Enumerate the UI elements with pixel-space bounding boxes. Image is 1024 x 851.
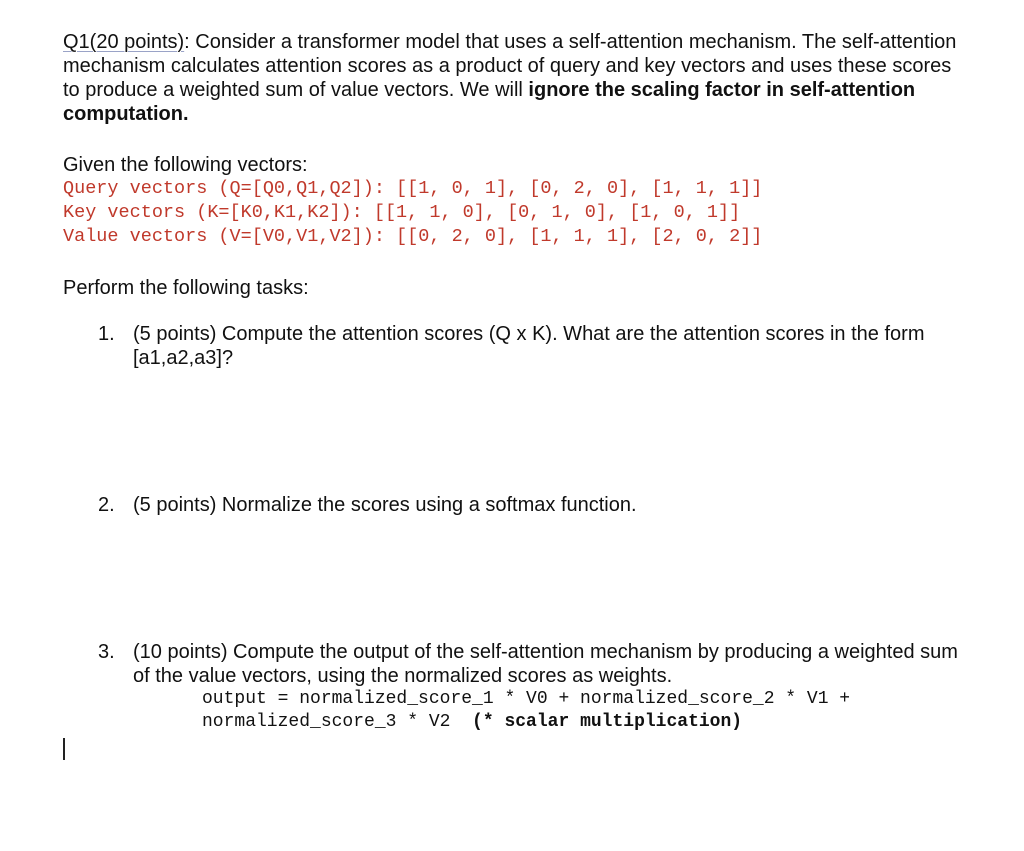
value-vectors-line: Value vectors (V=[V0,V1,V2]): [[0, 2, 0], [1, 1, 1], [2, 0, 2]] xyxy=(63,226,763,247)
query-vectors-line: Query vectors (Q=[Q0,Q1,Q2]): [[1, 0, 1], [0, 2, 0], [1, 1, 1]] xyxy=(63,178,763,199)
question-intro-bold: ignore the scaling factor in self-attention computation. xyxy=(63,79,916,125)
question-label: Q1(20 points) xyxy=(63,31,185,53)
given-heading: Given the following vectors: xyxy=(63,154,308,176)
key-vectors-line: Key vectors (K=[K0,K1,K2]): [[1, 1, 0], [0, 1, 0], [1, 0, 1]] xyxy=(63,202,741,223)
task-1-number: 1. xyxy=(98,323,115,345)
task-3 xyxy=(98,640,968,734)
task-2-number: 2. xyxy=(98,494,115,516)
task-3-text: (10 points) Compute the output of the self-attention mechanism by producing a weighted sum of the value vectors, using the normalized scores as weights. xyxy=(133,641,958,687)
task-1 xyxy=(98,322,928,370)
formula-line-2 xyxy=(202,711,968,734)
text-cursor xyxy=(63,738,65,760)
perform-heading: Perform the following tasks: xyxy=(63,277,309,299)
question-intro-text: : Consider a transformer model that uses a self-attention mechanism. The self-attention mechanism calculates attention scores as a product of query and key vectors and uses these scores to produce a weighted sum of value vectors. We will xyxy=(63,31,957,101)
formula-line-1: output = normalized_score_1 * V0 + normalized_score_2 * V1 + xyxy=(202,689,851,709)
question-intro xyxy=(63,30,963,126)
task-1-text: (5 points) Compute the attention scores (Q x K). What are the attention scores in the form [a1,a2,a3]? xyxy=(133,323,925,369)
task-2-text: (5 points) Normalize the scores using a softmax function. xyxy=(133,494,637,516)
task-3-number: 3. xyxy=(98,641,115,663)
formula-note: (* scalar multiplication) xyxy=(472,712,743,732)
document-page xyxy=(63,30,963,300)
task-2 xyxy=(98,493,928,517)
formula-line-2-text: normalized_score_3 * V2 xyxy=(202,712,473,732)
